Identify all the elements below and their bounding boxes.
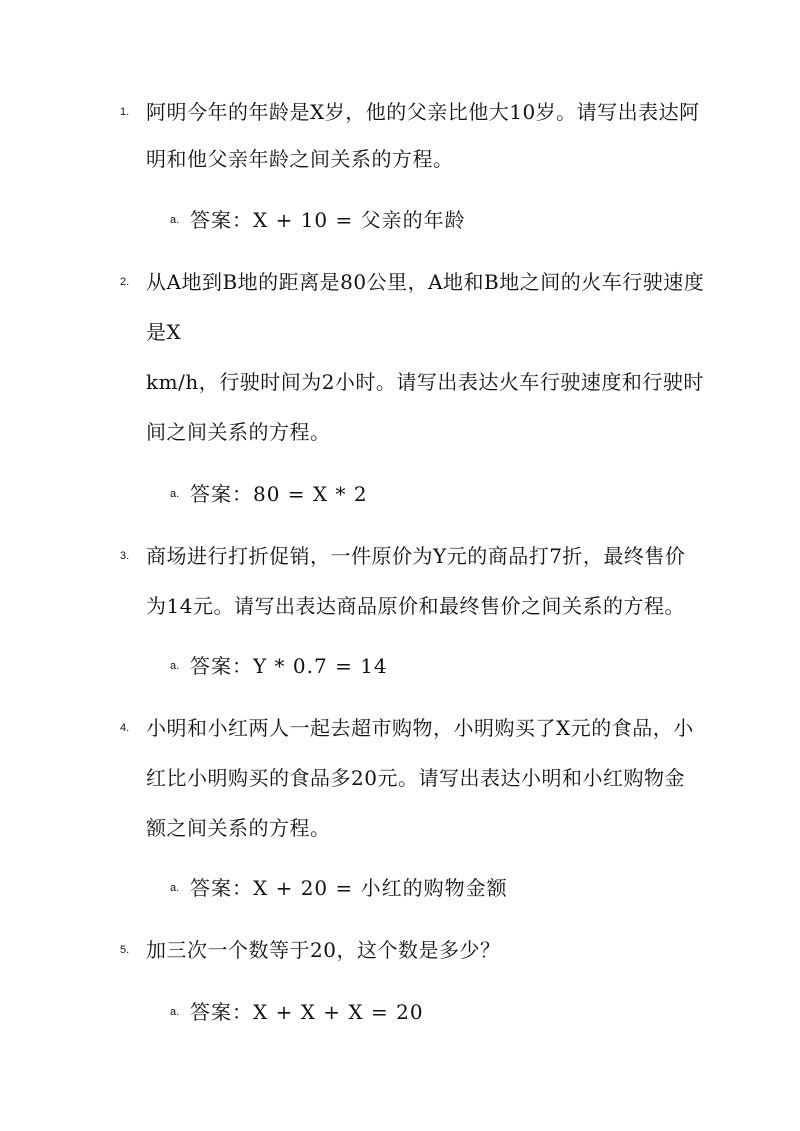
question-2-line-3: km/h，行驶时间为2小时。请写出表达火车行驶速度和行驶时	[146, 370, 704, 394]
answer-2: 答案：80 = X * 2	[190, 482, 368, 506]
question-4-line-1: 小明和小红两人一起去超市购物，小明购买了X元的食品，小	[146, 716, 694, 740]
question-1-number: 1.	[120, 106, 130, 118]
question-2-number: 2.	[120, 276, 130, 288]
question-1-line-2: 明和他父亲年龄之间关系的方程。	[146, 147, 454, 171]
answer-5: 答案：X + X + X = 20	[190, 1000, 424, 1024]
answer-1: 答案：X + 10 = 父亲的年龄	[190, 208, 466, 232]
answer-4: 答案：X + 20 = 小红的购物金额	[190, 876, 508, 900]
answer-2-marker: a.	[170, 488, 180, 500]
question-3-line-2: 为14元。请写出表达商品原价和最终售价之间关系的方程。	[146, 594, 685, 618]
question-2-line-2: 是X	[146, 320, 182, 344]
question-2-line-4: 间之间关系的方程。	[146, 420, 331, 444]
question-2-line-1: 从A地到B地的距离是80公里，A地和B地之间的火车行驶速度	[146, 270, 705, 294]
question-5-line-1: 加三次一个数等于20，这个数是多少？	[146, 938, 501, 962]
question-4-line-2: 红比小明购买的食品多20元。请写出表达小明和小红购物金	[146, 766, 685, 790]
question-1-line-1: 阿明今年的年龄是X岁，他的父亲比他大10岁。请写出表达阿	[146, 100, 700, 124]
question-5-number: 5.	[120, 944, 130, 956]
answer-3: 答案：Y * 0.7 = 14	[190, 654, 388, 678]
answer-1-marker: a.	[170, 214, 180, 226]
answer-4-marker: a.	[170, 882, 180, 894]
question-3-line-1: 商场进行打折促销，一件原价为Y元的商品打7折，最终售价	[146, 544, 686, 568]
question-4-number: 4.	[120, 722, 130, 734]
answer-3-marker: a.	[170, 660, 180, 672]
question-3-number: 3.	[120, 550, 130, 562]
answer-5-marker: a.	[170, 1006, 180, 1018]
question-4-line-3: 额之间关系的方程。	[146, 816, 331, 840]
